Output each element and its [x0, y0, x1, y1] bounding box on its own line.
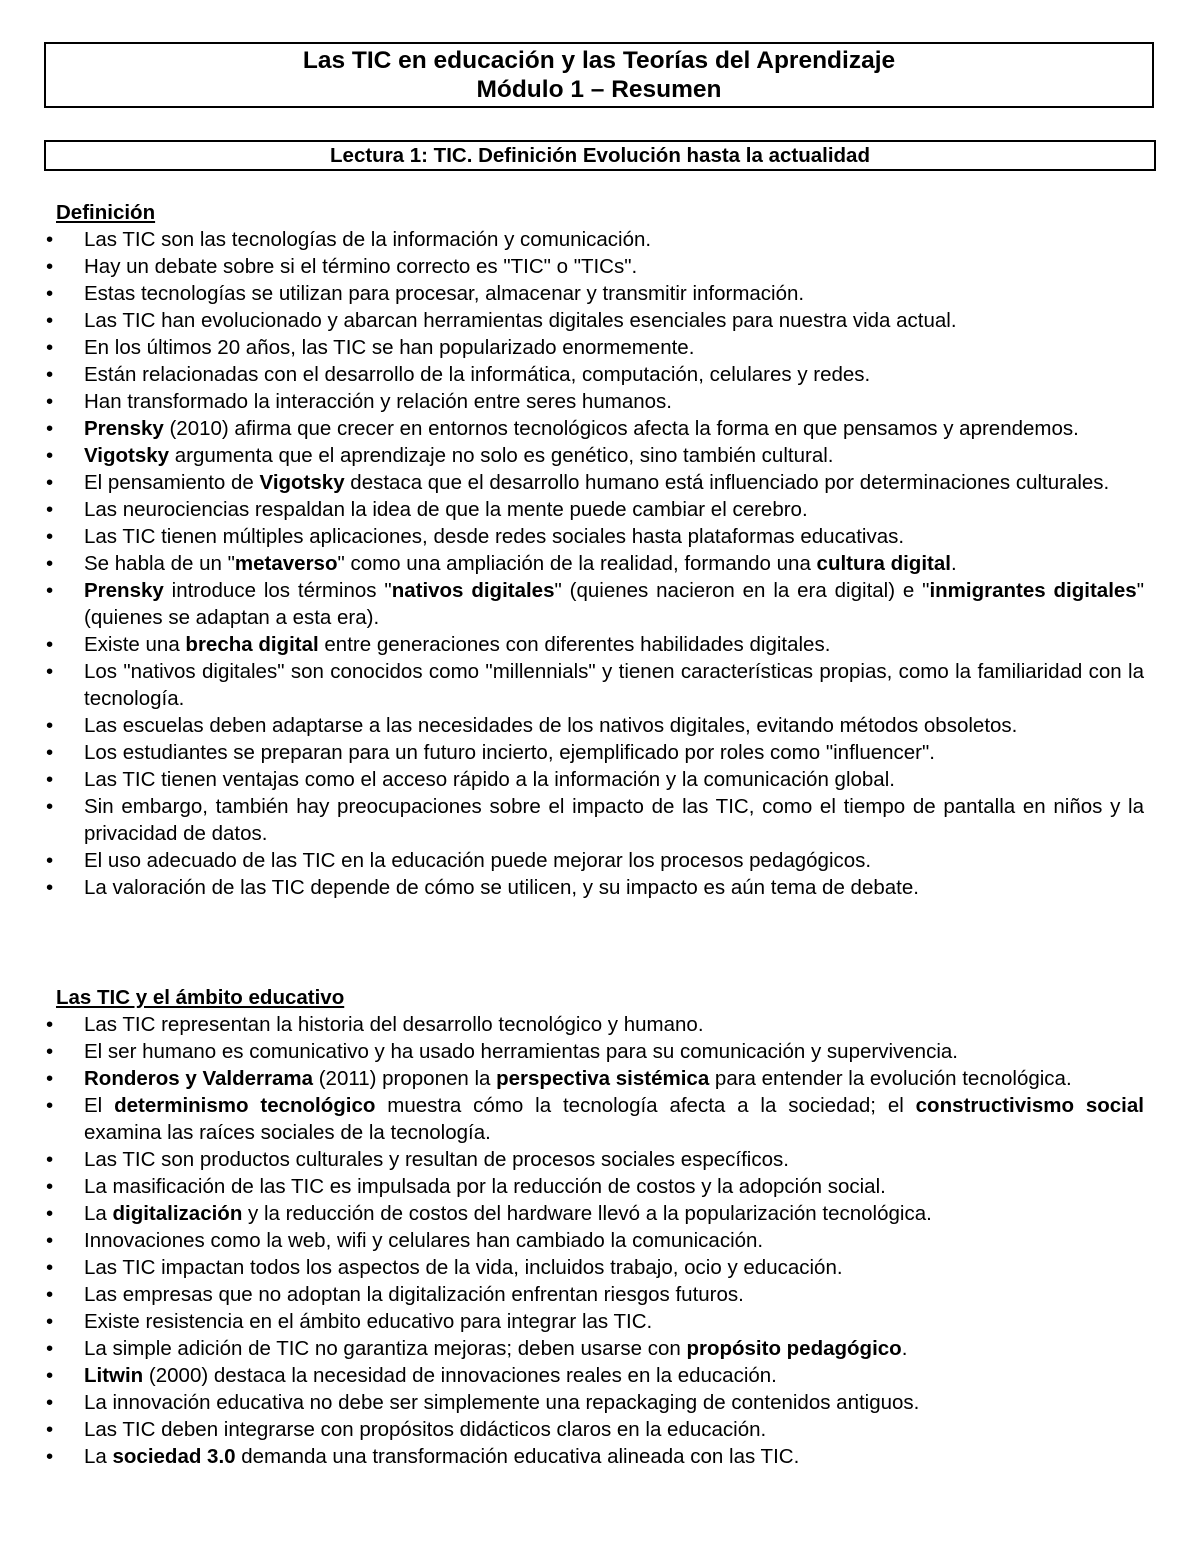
text-segment: Están relacionadas con el desarrollo de la informática, computación, celulares y redes.: [84, 363, 871, 386]
text-segment: " como una ampliación de la realidad, formando una: [337, 552, 817, 575]
list-item: [44, 631, 1144, 658]
text-segment: Las TIC deben integrarse con propósitos didácticos claros en la educación.: [84, 1418, 767, 1441]
list-item: [44, 442, 1144, 469]
text-segment: y la reducción de costos del hardware llevó a la popularización tecnológica.: [242, 1202, 932, 1225]
bold-term: Vigotsky: [259, 471, 345, 494]
list-item: [44, 658, 1144, 712]
list-item: [44, 334, 1144, 361]
text-segment: En los últimos 20 años, las TIC se han popularizado enormemente.: [84, 336, 695, 359]
list-item: [44, 361, 1144, 388]
text-segment: (2011) proponen la: [313, 1067, 497, 1090]
list-item: [44, 1146, 1144, 1173]
list-item: [44, 550, 1144, 577]
text-segment: La innovación educativa no debe ser simplemente una repackaging de contenidos antiguos.: [84, 1391, 920, 1414]
text-segment: Hay un debate sobre si el término correcto es "TIC" o "TICs".: [84, 255, 638, 278]
text-segment: La: [84, 1445, 113, 1468]
text-segment: El uso adecuado de las TIC en la educación puede mejorar los procesos pedagógicos.: [84, 849, 872, 872]
bold-term: sociedad 3.0: [112, 1445, 236, 1468]
list-item: [44, 1011, 1144, 1038]
bold-term: metaverso: [234, 552, 338, 575]
bold-term: Prensky: [84, 579, 164, 602]
list-item: [44, 712, 1144, 739]
bold-term: determinismo tecnológico: [114, 1094, 376, 1117]
list-item: [44, 469, 1144, 496]
text-segment: Los estudiantes se preparan para un futuro incierto, ejemplificado por roles como "influencer".: [84, 741, 935, 764]
reading-title-box: [44, 140, 1156, 171]
text-segment: " (quienes nacieron en la era digital) e ": [554, 579, 930, 602]
list-item: [44, 1443, 1144, 1470]
text-segment: Existe resistencia en el ámbito educativo para integrar las TIC.: [84, 1310, 653, 1333]
text-segment: Existe una: [84, 633, 186, 656]
bullet-list: [44, 226, 1144, 901]
text-segment: demanda una transformación educativa alineada con las TIC.: [235, 1445, 800, 1468]
list-item: [44, 1362, 1144, 1389]
document-title-box: [44, 42, 1154, 108]
list-item: [44, 307, 1144, 334]
list-item: [44, 253, 1144, 280]
text-segment: muestra cómo la tecnología afecta a la sociedad; el: [375, 1094, 916, 1117]
text-segment: Las escuelas deben adaptarse a las necesidades de los nativos digitales, evitando métodos obsoletos.: [84, 714, 1018, 737]
text-segment: argumenta que el aprendizaje no solo es genético, sino también cultural.: [169, 444, 834, 467]
list-item: [44, 1065, 1144, 1092]
bold-term: Prensky: [84, 417, 164, 440]
list-item: [44, 496, 1144, 523]
bold-term: propósito pedagógico: [686, 1337, 902, 1360]
text-segment: Las TIC tienen múltiples aplicaciones, desde redes sociales hasta plataformas educativas.: [84, 525, 905, 548]
list-item: [44, 1416, 1144, 1443]
reading-title: Lectura 1: TIC. Definición Evolución hasta la actualidad: [330, 143, 870, 167]
list-item: [44, 766, 1144, 793]
text-segment: Las TIC representan la historia del desarrollo tecnológico y humano.: [84, 1013, 704, 1036]
text-segment: Las TIC tienen ventajas como el acceso rápido a la información y la comunicación global.: [84, 768, 895, 791]
list-item: [44, 874, 1144, 901]
list-item: [44, 388, 1144, 415]
bold-term: inmigrantes digitales: [929, 579, 1137, 602]
list-item: [44, 1308, 1144, 1335]
text-segment: El pensamiento de: [84, 471, 260, 494]
text-segment: Las TIC han evolucionado y abarcan herramientas digitales esenciales para nuestra vida actual.: [84, 309, 957, 332]
list-item: [44, 280, 1144, 307]
text-segment: La valoración de las TIC depende de cómo se utilicen, y su impacto es aún tema de debate.: [84, 876, 919, 899]
text-segment: (2010) afirma que crecer en entornos tecnológicos afecta la forma en que pensamos y aprendemos.: [163, 417, 1079, 440]
document-title: Las TIC en educación y las Teorías del Aprendizaje: [302, 47, 896, 74]
text-segment: El: [84, 1094, 115, 1117]
section-heading: Las TIC y el ámbito educativo: [56, 986, 345, 1009]
text-segment: Se habla de un ": [84, 552, 235, 575]
list-item: [44, 1281, 1144, 1308]
text-segment: destaca que el desarrollo humano está influenciado por determinaciones culturales.: [344, 471, 1110, 494]
list-item: [44, 577, 1144, 631]
text-segment: entre generaciones con diferentes habilidades digitales.: [318, 633, 831, 656]
text-segment: .: [901, 1337, 908, 1360]
bold-term: digitalización: [112, 1202, 243, 1225]
list-item: [44, 226, 1144, 253]
section-definicion: [44, 199, 1144, 901]
text-segment: " (quienes se adaptan a esta era).: [84, 579, 1144, 629]
document-subtitle: Módulo 1 – Resumen: [476, 76, 722, 103]
text-segment: La simple adición de TIC no garantiza mejoras; deben usarse con: [84, 1337, 687, 1360]
text-segment: La: [84, 1202, 113, 1225]
list-item: [44, 523, 1144, 550]
text-segment: para entender la evolución tecnológica.: [709, 1067, 1072, 1090]
text-segment: examina las raíces sociales de la tecnología.: [84, 1121, 491, 1144]
bold-term: nativos digitales: [391, 579, 555, 602]
list-item: [44, 847, 1144, 874]
text-segment: Las TIC son productos culturales y resultan de procesos sociales específicos.: [84, 1148, 789, 1171]
list-item: [44, 1335, 1144, 1362]
text-segment: Innovaciones como la web, wifi y celulares han cambiado la comunicación.: [84, 1229, 764, 1252]
text-segment: Han transformado la interacción y relación entre seres humanos.: [84, 390, 672, 413]
list-item: [44, 1038, 1144, 1065]
list-item: [44, 415, 1144, 442]
bold-term: Ronderos y Valderrama: [84, 1067, 314, 1090]
bold-term: brecha digital: [185, 633, 319, 656]
list-item: [44, 739, 1144, 766]
list-item: [44, 1173, 1144, 1200]
section-tic-ambito-educativo: [44, 984, 1144, 1470]
text-segment: El ser humano es comunicativo y ha usado herramientas para su comunicación y supervivencia.: [84, 1040, 958, 1063]
text-segment: Estas tecnologías se utilizan para procesar, almacenar y transmitir información.: [84, 282, 805, 305]
text-segment: Las TIC son las tecnologías de la información y comunicación.: [84, 228, 652, 251]
text-segment: introduce los términos ": [163, 579, 392, 602]
text-segment: .: [950, 552, 957, 575]
bold-term: perspectiva sistémica: [496, 1067, 710, 1090]
bold-term: Litwin: [84, 1364, 144, 1387]
text-segment: Los "nativos digitales" son conocidos como "millennials" y tienen características propias, como la familiaridad con la tecnología.: [84, 660, 1144, 710]
list-item: [44, 1227, 1144, 1254]
bold-term: constructivismo social: [915, 1094, 1144, 1117]
text-segment: Las TIC impactan todos los aspectos de la vida, incluidos trabajo, ocio y educación.: [84, 1256, 843, 1279]
text-segment: (2000) destaca la necesidad de innovaciones reales en la educación.: [143, 1364, 777, 1387]
text-segment: Las empresas que no adoptan la digitalización enfrentan riesgos futuros.: [84, 1283, 744, 1306]
list-item: [44, 1254, 1144, 1281]
text-segment: Sin embargo, también hay preocupaciones sobre el impacto de las TIC, como el tiempo de pantalla en niños y la privacidad de datos.: [84, 795, 1144, 845]
bold-term: cultura digital: [816, 552, 951, 575]
list-item: [44, 1200, 1144, 1227]
bullet-list: [44, 1011, 1144, 1470]
bold-term: Vigotsky: [84, 444, 170, 467]
text-segment: La masificación de las TIC es impulsada por la reducción de costos y la adopción social.: [84, 1175, 886, 1198]
text-segment: Las neurociencias respaldan la idea de que la mente puede cambiar el cerebro.: [84, 498, 808, 521]
list-item: [44, 1389, 1144, 1416]
list-item: [44, 793, 1144, 847]
section-heading: Definición: [56, 201, 156, 224]
list-item: [44, 1092, 1144, 1146]
